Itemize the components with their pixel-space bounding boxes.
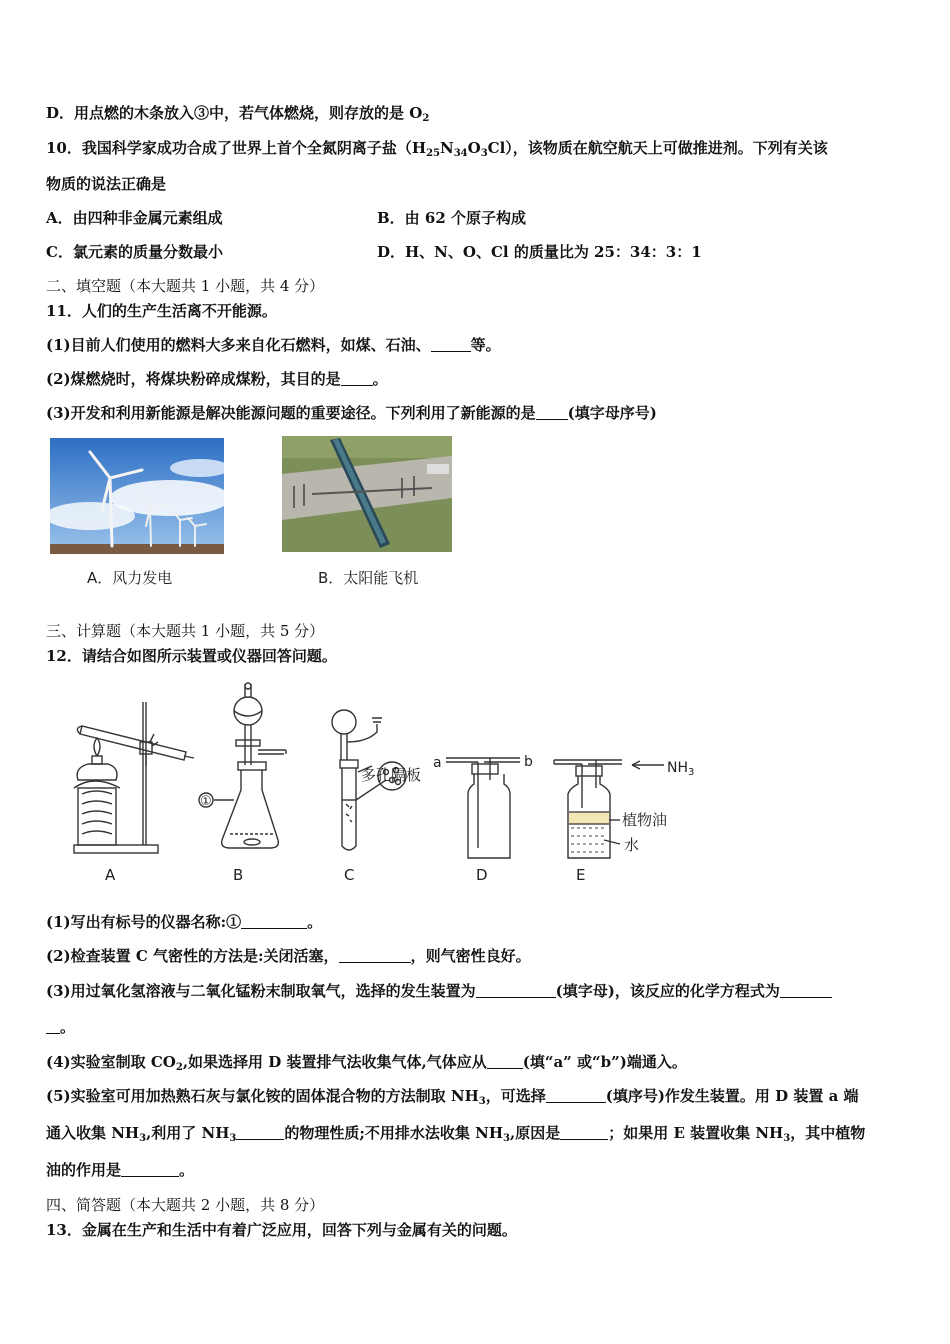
- answer-blank: [560, 1124, 608, 1140]
- q12-part5-end: 油的作用是 。: [46, 1161, 195, 1179]
- answer-blank: [46, 1018, 60, 1034]
- answer-blank: [476, 982, 556, 998]
- q12-part5: (5)实验室可用加热熟石灰与氯化铵的固体混合物的方法制取 $NH_3$，可选择 (填序号)作发生装置。用 D 装置 a 端: [46, 1087, 859, 1107]
- answer-blank: [536, 404, 568, 420]
- answer-blank: [431, 336, 471, 352]
- solar-plane-image: [282, 436, 452, 552]
- label-a: a: [433, 755, 442, 771]
- label-E: E: [576, 866, 586, 884]
- q9-option-d: D．用点燃的木条放入③中，若气体燃烧，则存放的是 $O_2$: [46, 104, 430, 124]
- q12-part5-cont: 通入收集 $NH_3$,利用了 $NH_3$ 的物理性质;不用排水法收集 $NH_3$,原因是 ；如果用 E 装置收集 $NH_3$，其中植物: [46, 1124, 866, 1144]
- photo-caption-a: A．风力发电: [87, 569, 173, 587]
- answer-blank: [236, 1124, 284, 1140]
- label-D: D: [476, 866, 488, 884]
- solar-plane-photo: [282, 436, 452, 552]
- answer-blank: [487, 1053, 523, 1069]
- section-3-title: 三、计算题（本大题共 1 小题，共 5 分）: [46, 622, 325, 640]
- q10-stem: 10．我国科学家成功合成了世界上首个全氮阴离子盐$(H_{25}N_{34}O_3Cl)$，该物质在航空航天上可做推进剂。下列有关该: [46, 139, 828, 159]
- section-4-title: 四、简答题（本大题共 2 小题，共 8 分）: [46, 1196, 325, 1214]
- q12-part3: (3)用过氧化氢溶液与二氧化锰粉末制取氧气，选择的发生装置为 (填字母)，该反应的化学方程式为: [46, 981, 832, 1001]
- label-nh3: $NH_3$: [667, 760, 695, 778]
- q10-stem-cont: 物质的说法正确是: [46, 175, 167, 193]
- apparatus-d: [446, 758, 520, 858]
- label-b: b: [524, 754, 533, 770]
- label-oil: 植物油: [622, 811, 668, 829]
- apparatus-figure: [0, 680, 950, 890]
- q10-option-a: A．由四种非金属元素组成: [46, 209, 223, 227]
- q10-option-b: B．由 62 个原子构成: [377, 209, 526, 227]
- q12-part1: (1)写出有标号的仪器名称:① 。: [46, 913, 323, 931]
- photo-caption-b: B．太阳能飞机: [318, 569, 419, 587]
- label-circle-1: ①: [200, 794, 212, 809]
- q13-stem: 13．金属在生产和生活中有着广泛应用，回答下列与金属有关的问题。: [46, 1221, 517, 1239]
- q10-option-d: D．H、N、O、Cl 的质量比为 25：34：3：1: [377, 243, 702, 261]
- q11-part1: (1)目前人们使用的燃料大多来自化石燃料，如煤、石油、 等。: [46, 336, 501, 354]
- answer-blank: [241, 913, 307, 929]
- label-water: 水: [624, 836, 640, 854]
- label-B: B: [233, 866, 244, 884]
- label-C: C: [344, 866, 355, 884]
- answer-blank: [546, 1087, 606, 1103]
- q10-option-c: C．氯元素的质量分数最小: [46, 243, 223, 261]
- apparatus-b: [199, 683, 286, 848]
- apparatus-e: [554, 760, 664, 858]
- q11-stem: 11．人们的生产生活离不开能源。: [46, 302, 277, 320]
- section-2-title: 二、填空题（本大题共 1 小题，共 4 分）: [46, 277, 325, 295]
- answer-blank: [339, 947, 411, 963]
- label-A: A: [105, 866, 116, 884]
- q12-stem: 12．请结合如图所示装置或仪器回答问题。: [46, 647, 337, 665]
- wind-power-photo: [50, 438, 224, 554]
- label-porous-plate: 多孔隔板: [361, 766, 422, 784]
- q11-part3: (3)开发和利用新能源是解决能源问题的重要途径。下列利用了新能源的是 (填字母序号): [46, 404, 657, 422]
- q12-part4: (4)实验室制取 $CO_2$,如果选择用 D 装置排气法收集气体,气体应从 (填“a” 或“b”)端通入。: [46, 1053, 687, 1073]
- q11-part2: (2)煤燃烧时，将煤块粉碎成煤粉，其目的是 。: [46, 370, 388, 388]
- q12-part2: (2)检查装置 C 气密性的方法是:关闭活塞， ，则气密性良好。: [46, 947, 531, 965]
- apparatus-a: [74, 702, 194, 853]
- answer-blank: [341, 370, 373, 386]
- answer-blank: [780, 982, 832, 998]
- q12-part3-cont: 。: [46, 1017, 75, 1037]
- wind-turbine-image: [50, 438, 224, 554]
- answer-blank: [121, 1161, 179, 1177]
